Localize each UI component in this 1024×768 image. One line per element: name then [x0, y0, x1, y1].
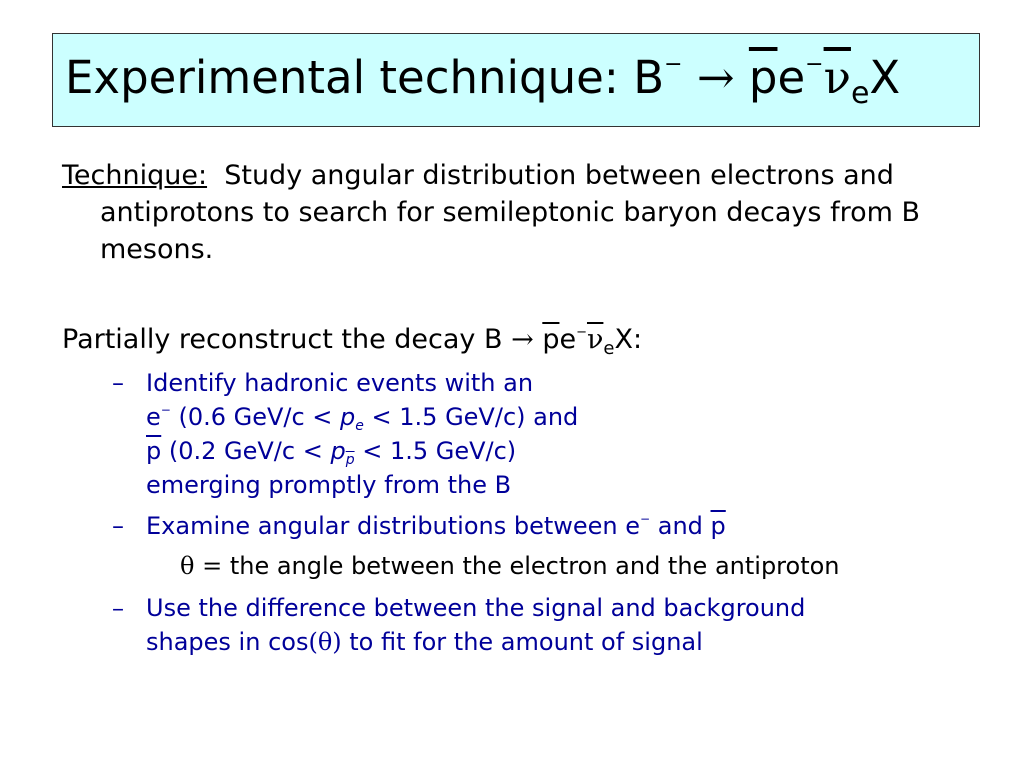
- electron-range-end: < 1.5 GeV/c) and: [363, 403, 579, 431]
- momentum-symbol: p: [340, 403, 356, 431]
- technique-label: Technique:: [62, 160, 208, 191]
- bullet3-line1: Use the difference between the signal and background: [146, 594, 806, 622]
- bullet1-line4: emerging promptly from the B: [146, 471, 512, 499]
- momentum-subscript-pbar: p: [345, 452, 355, 468]
- bullet1-line1: Identify hadronic events with an: [146, 369, 534, 397]
- bullet3-line2-start: shapes in cos: [146, 628, 309, 656]
- dash-bullet-icon: –: [112, 369, 124, 397]
- title-electron-charge: −: [805, 52, 824, 77]
- dash-bullet-icon: –: [112, 512, 124, 540]
- bullet2-antiproton: $\overline{p}$: [710, 512, 726, 540]
- bullet3-line2-end: to fit for the amount of signal: [341, 628, 703, 656]
- partial-text: Partially reconstruct the decay B: [62, 324, 512, 355]
- title-electron: e: [777, 51, 806, 104]
- technique-paragraph: [62, 157, 982, 268]
- title-box: [52, 33, 980, 127]
- slide-title: [65, 50, 901, 111]
- theta-definition: [180, 549, 840, 583]
- partial-electron: e: [559, 324, 577, 355]
- arrow-icon: →: [511, 324, 534, 355]
- theta-text: the angle between the electron and the antiproton: [229, 552, 840, 580]
- title-b-charge: −: [664, 52, 683, 77]
- antiproton-symbol: $\overline{p}$: [146, 437, 162, 465]
- theta-symbol: θ =: [180, 552, 230, 580]
- title-antiproton: $\overline{p}$: [748, 51, 778, 104]
- partial-tail: X:: [614, 324, 643, 355]
- electron-charge: −: [160, 403, 171, 417]
- antiproton-range-start: (0.2 GeV/c <: [161, 437, 331, 465]
- bullet3-line2: [146, 625, 982, 659]
- bullet2-electron-charge: −: [640, 512, 651, 526]
- cos-theta-argument: (θ): [308, 628, 342, 656]
- technique-body: Study angular distribution between electrons and antiprotons to search for semileptonic baryon decays from B mesons.: [100, 160, 921, 265]
- partial-reconstruct-line: [62, 321, 982, 358]
- title-antineutrino: $\overline{\nu}$: [823, 51, 851, 104]
- electron-symbol: e: [146, 403, 161, 431]
- antiproton-range-end: < 1.5 GeV/c): [354, 437, 517, 465]
- bullet2-line: [146, 509, 982, 543]
- electron-range-start: (0.6 GeV/c <: [170, 403, 341, 431]
- title-x: X: [869, 51, 901, 104]
- title-neutrino-subscript: e: [850, 76, 870, 111]
- arrow-icon: →: [696, 51, 735, 104]
- momentum-symbol-2: p: [330, 437, 346, 465]
- dash-bullet-icon: –: [112, 594, 124, 622]
- partial-antineutrino: $\overline{\nu}$: [586, 324, 604, 355]
- partial-electron-charge: −: [576, 325, 587, 340]
- partial-antiproton: $\overline{p}$: [542, 324, 560, 355]
- bullet2-text: Examine angular distributions between e: [146, 512, 641, 540]
- bullet1-line2: [146, 400, 982, 434]
- bullet-identify-events: [112, 366, 982, 502]
- bullet2-and: and: [650, 512, 711, 540]
- bullet-signal-background: [112, 591, 982, 659]
- bullet-examine-distributions: [112, 509, 982, 543]
- partial-neutrino-subscript: e: [603, 338, 615, 359]
- title-text: Experimental technique: B: [65, 51, 665, 104]
- bullet1-line3: [146, 434, 982, 468]
- momentum-subscript-e: e: [355, 418, 364, 434]
